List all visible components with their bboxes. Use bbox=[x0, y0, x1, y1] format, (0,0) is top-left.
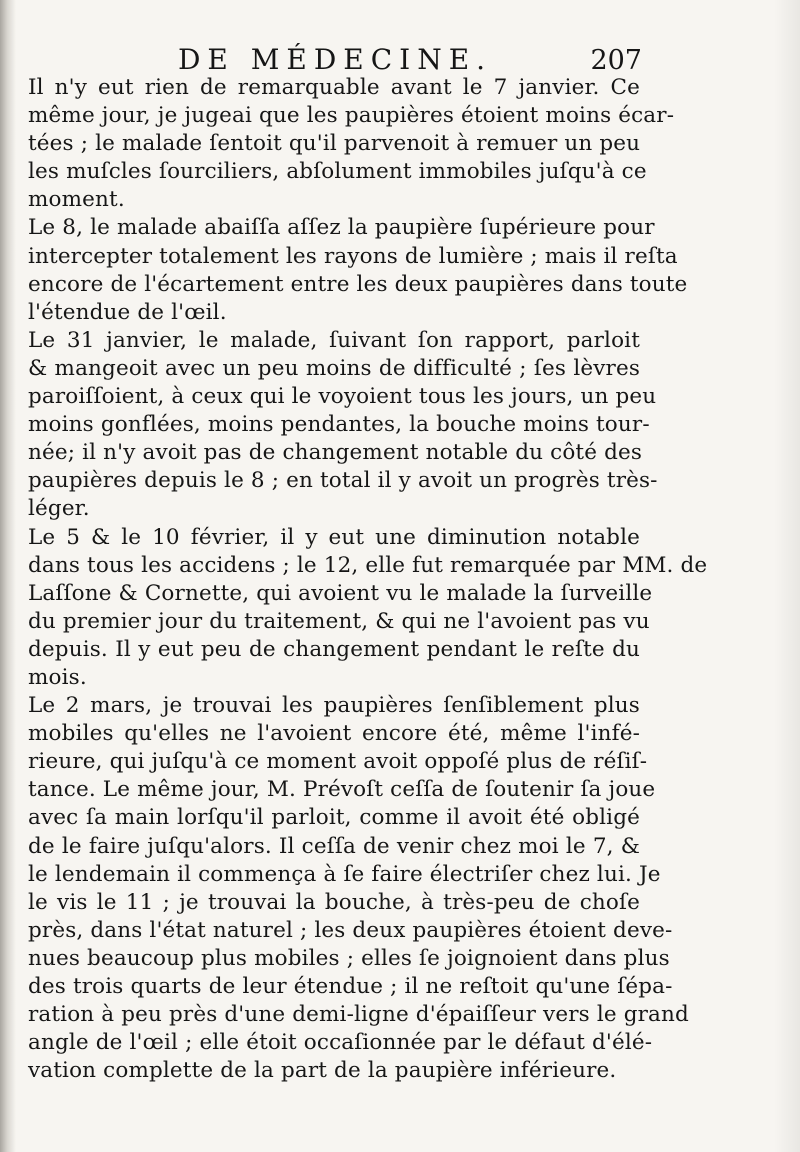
paragraph bbox=[28, 524, 708, 693]
page-gutter-shadow bbox=[0, 0, 16, 1152]
text-line: intercepter totalement les rayons de lumière ; mais il reſta bbox=[28, 243, 678, 269]
text-line: l'étendue de l'œil. bbox=[28, 299, 227, 325]
page-number: 207 bbox=[590, 45, 642, 76]
text-line: Le 5 & le 10 février, il y eut une diminution notable bbox=[28, 524, 640, 550]
text-line: tance. Le même jour, M. Prévoſt ceſſa de ſoutenir ſa joue bbox=[28, 777, 656, 803]
text-line: mobiles qu'elles ne l'avoient encore été, même l'infé- bbox=[28, 721, 640, 747]
text-line: Il n'y eut rien de remarquable avant le 7 janvier. Ce bbox=[28, 75, 640, 100]
text-line: moment. bbox=[28, 187, 125, 213]
text-line: des trois quarts de leur étendue ; il ne reſtoit qu'une ſépa- bbox=[28, 974, 673, 999]
body-text bbox=[28, 74, 708, 1085]
text-line: le lendemain il commença à ſe faire électriſer chez lui. Je bbox=[28, 861, 661, 887]
page-edge-shade bbox=[774, 0, 800, 1152]
text-line: rieure, qui juſqu'à ce moment avoit oppoſé plus de réſiſ- bbox=[28, 749, 648, 775]
text-line: Le 2 mars, je trouvai les paupières ſenſiblement plus bbox=[28, 693, 640, 719]
text-line: les muſcles ſourciliers, abſolument immobiles juſqu'à ce bbox=[28, 159, 647, 185]
paragraph bbox=[28, 327, 658, 524]
text-line: près, dans l'état naturel ; les deux paupières étoient deve- bbox=[28, 917, 673, 943]
text-line: angle de l'œil ; elle étoit occaſionnée par le défaut d'élé- bbox=[28, 1030, 653, 1056]
text-line: paupières depuis le 8 ; en total il y avoit un progrès très- bbox=[28, 468, 658, 494]
text-line: Le 8, le malade abaiſſa aſſez la paupière ſupérieure pour bbox=[28, 215, 655, 241]
text-line: même jour, je jugeai que les paupières étoient moins écar- bbox=[28, 103, 675, 129]
text-line: dans tous les accidens ; le 12, elle fut remarquée par MM. de bbox=[28, 552, 708, 578]
paragraph bbox=[28, 74, 675, 214]
text-line: vation complette de la part de la paupière inférieure. bbox=[28, 1058, 617, 1084]
running-title: DE MÉDECINE. bbox=[177, 43, 493, 76]
text-line: ration à peu près d'une demi-ligne d'épaiſſeur vers le grand bbox=[28, 1002, 689, 1028]
text-line: encore de l'écartement entre les deux paupières dans toute bbox=[28, 271, 688, 297]
text-line: & mangeoit avec un peu moins de difficulté ; ſes lèvres bbox=[28, 355, 640, 381]
text-line: du premier jour du traitement, & qui ne l'avoient pas vu bbox=[28, 608, 650, 634]
text-line: depuis. Il y eut peu de changement pendant le reſte du bbox=[28, 636, 640, 662]
text-line: moins gonflées, moins pendantes, la bouche moins tour- bbox=[28, 412, 650, 438]
text-line: avec ſa main lorſqu'il parloit, comme il avoit été obligé bbox=[28, 805, 640, 831]
text-line: nues beaucoup plus mobiles ; elles ſe joignoient dans plus bbox=[28, 945, 670, 971]
text-line: Laſſone & Cornette, qui avoient vu le malade la ſurveille bbox=[28, 580, 653, 606]
text-line: paroiſſoient, à ceux qui le voyoient tous les jours, un peu bbox=[28, 384, 657, 410]
paragraph bbox=[28, 692, 689, 1085]
text-line: tées ; le malade ſentoit qu'il parvenoit à remuer un peu bbox=[28, 131, 641, 157]
text-line: mois. bbox=[28, 664, 87, 690]
text-line: le vis le 11 ; je trouvai la bouche, à très-peu de choſe bbox=[28, 889, 640, 915]
paragraph bbox=[28, 214, 688, 326]
text-line: née; il n'y avoit pas de changement notable du côté des bbox=[28, 440, 643, 466]
text-line: Le 31 janvier, le malade, ſuivant ſon rapport, parloit bbox=[28, 327, 640, 353]
text-line: de le faire juſqu'alors. Il ceſſa de venir chez moi le 7, & bbox=[28, 833, 640, 859]
text-line: léger. bbox=[28, 496, 90, 522]
